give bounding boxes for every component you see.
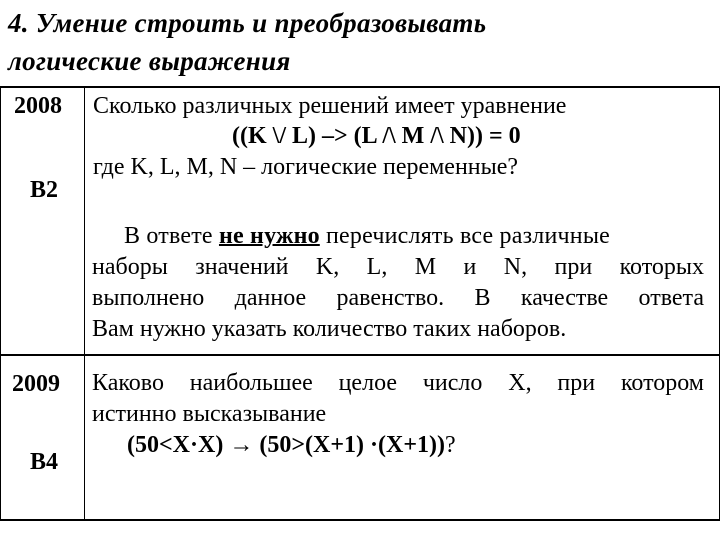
table-row-2008 (0, 88, 720, 354)
equation-formula: ((K \/ L) –> (L /\ M /\ N)) = 0 (232, 123, 521, 149)
note-line-4: Вам нужно указать количество таких наборов. (92, 316, 567, 342)
task-code: B2 (30, 177, 59, 203)
note-line-1-end: перечислять все различные (319, 223, 610, 249)
note-line-2: наборы значений K, L, M и N, при которых (92, 254, 704, 280)
note-line-1-start: В ответе (124, 223, 219, 249)
inequality-expression: (50<X·X) → (50>(X+1) ·(X+1)) (127, 432, 445, 458)
question-mark: ? (444, 432, 456, 458)
slide-title (8, 4, 708, 80)
task-year: 2008 (14, 93, 62, 119)
question-line-3: где K, L, M, N – логические переменные? (93, 154, 519, 180)
question-line-1: Каково наибольшее целое число X, при котором (92, 370, 704, 396)
note-emphasis: не нужно (218, 223, 320, 249)
slide-title-line-1: 4. Умение строить и преобразовывать (8, 8, 487, 38)
task-year: 2009 (12, 371, 60, 397)
question-line-1: Сколько различных решений имеет уравнение (93, 93, 567, 119)
inequality-formula (127, 430, 456, 460)
task-code: B4 (30, 449, 59, 475)
table-row-2009 (0, 356, 720, 520)
question-line-2: истинно высказывание (92, 401, 327, 427)
slide-title-line-2: логические выражения (8, 46, 291, 76)
note-line-1 (124, 221, 610, 251)
note-line-3: выполнено данное равенство. В качестве ответа (92, 285, 704, 311)
